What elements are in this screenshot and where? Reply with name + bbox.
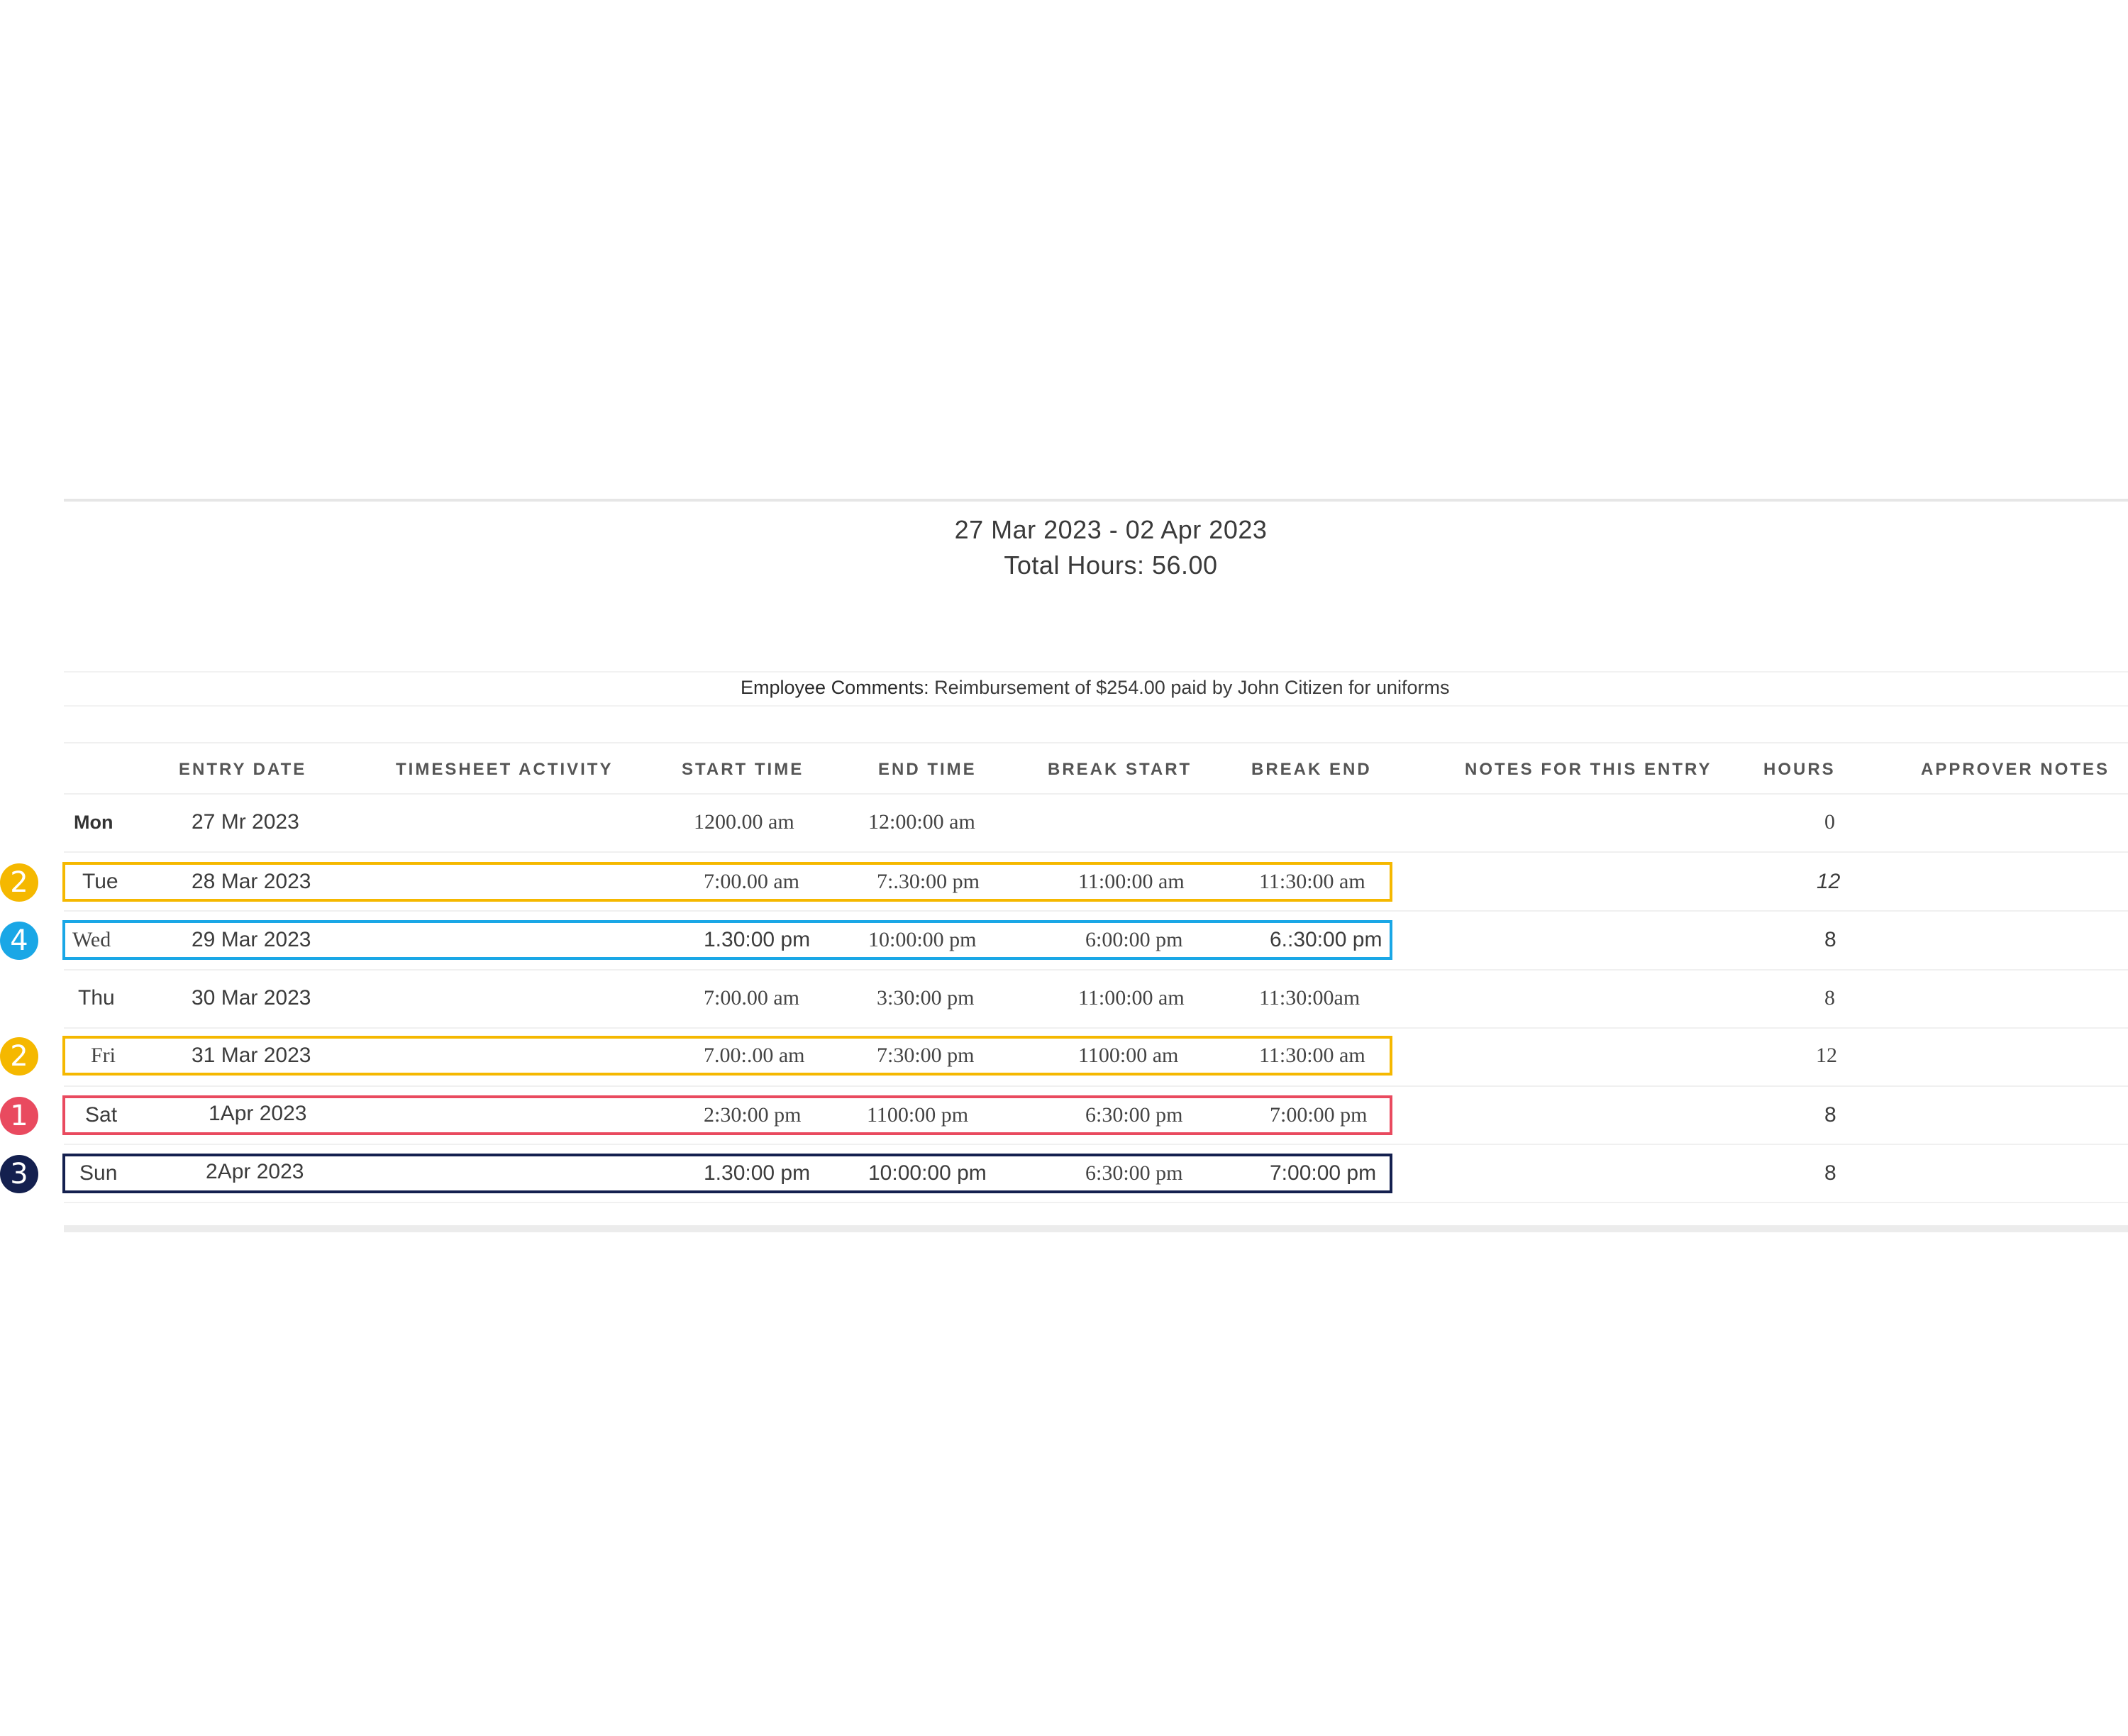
- row-end-time: 3:30:00 pm: [877, 986, 975, 1010]
- row-end-time: 12:00:00 am: [868, 810, 975, 834]
- col-break-start: BREAK START: [1048, 760, 1192, 779]
- total-hours: Total Hours: 56.00: [1004, 551, 1218, 580]
- row-date: 31 Mar 2023: [192, 1044, 311, 1067]
- row-day: Mon: [74, 812, 113, 833]
- employee-comments: [741, 677, 1450, 699]
- row-break-end: 7:00:00 pm: [1270, 1103, 1368, 1127]
- row-break-end: 7:00:00 pm: [1270, 1161, 1377, 1185]
- row-break-start: 6:30:00 pm: [1085, 1161, 1183, 1185]
- row-day: Sat: [85, 1103, 118, 1127]
- row-day: Thu: [78, 986, 115, 1010]
- row-hours: 12: [1817, 870, 1841, 893]
- row-day: Fri: [91, 1044, 116, 1067]
- row-divider: [64, 851, 2128, 853]
- row-break-end: 11:30:00 am: [1259, 1044, 1365, 1067]
- row-hours: 8: [1824, 928, 1836, 951]
- row-end-time: 10:00:00 pm: [868, 928, 977, 951]
- row-hours: 8: [1824, 986, 1835, 1010]
- row-hours: 12: [1816, 1044, 1837, 1067]
- row-date: 29 Mar 2023: [192, 928, 311, 951]
- row-end-time: 10:00:00 pm: [868, 1161, 987, 1185]
- header-divider: [64, 742, 2128, 743]
- col-timesheet-activity: TIMESHEET ACTIVITY: [396, 760, 614, 779]
- row-end-time: 7:30:00 pm: [877, 1044, 975, 1067]
- row-break-end: 11:30:00 am: [1259, 870, 1365, 893]
- row-end-time: 1100:00 pm: [867, 1103, 969, 1127]
- period-range: 27 Mar 2023 - 02 Apr 2023: [954, 515, 1268, 544]
- row-start-time: 1200.00 am: [694, 810, 794, 834]
- bottom-divider: [64, 1225, 2128, 1232]
- col-break-end: BREAK END: [1251, 760, 1372, 779]
- row-break-end: 6.:30:00 pm: [1270, 928, 1382, 951]
- row-date: 28 Mar 2023: [192, 870, 311, 893]
- row-hours: 0: [1824, 810, 1835, 834]
- row-break-start: 11:00:00 am: [1078, 870, 1185, 893]
- col-approver-notes: APPROVER NOTES: [1921, 760, 2110, 779]
- row-end-time: 7:.30:00 pm: [877, 870, 980, 893]
- row-start-time: 7.00:.00 am: [704, 1044, 805, 1067]
- row-divider: [64, 910, 2128, 912]
- row-divider: [64, 1085, 2128, 1087]
- row-day: Wed: [72, 928, 111, 951]
- annotation-badge-sat: 1: [0, 1097, 38, 1135]
- row-start-time: 2:30:00 pm: [704, 1103, 802, 1127]
- row-date: 1Apr 2023: [209, 1102, 307, 1125]
- row-divider: [64, 1202, 2128, 1203]
- comments-label: Employee Comments:: [741, 677, 929, 698]
- col-end-time: END TIME: [878, 760, 977, 779]
- row-date: 2Apr 2023: [206, 1160, 304, 1183]
- row-break-start: 6:00:00 pm: [1085, 928, 1183, 951]
- annotation-badge-tue: 2: [0, 863, 38, 902]
- row-day: Sun: [79, 1161, 118, 1185]
- row-hours: 8: [1824, 1161, 1836, 1185]
- col-hours: HOURS: [1763, 760, 1836, 779]
- row-divider: [64, 1027, 2128, 1029]
- row-break-start: 6:30:00 pm: [1085, 1103, 1183, 1127]
- row-break-start: 11:00:00 am: [1078, 986, 1185, 1010]
- row-day: Tue: [82, 870, 118, 893]
- annotation-badge-wed: 4: [0, 922, 38, 960]
- top-divider: [64, 499, 2128, 502]
- row-date: 30 Mar 2023: [192, 986, 311, 1010]
- comments-value: Reimbursement of $254.00 paid by John Citizen for uniforms: [934, 677, 1450, 698]
- row-date: 27 Mr 2023: [192, 810, 299, 834]
- row-divider: [64, 969, 2128, 971]
- row-start-time: 1.30:00 pm: [704, 1161, 811, 1185]
- row-break-end: 11:30:00am: [1259, 986, 1361, 1010]
- row-start-time: 1.30:00 pm: [704, 928, 811, 951]
- col-entry-date: ENTRY DATE: [179, 760, 307, 779]
- row-start-time: 7:00.00 am: [704, 986, 799, 1010]
- annotation-badge-sun: 3: [0, 1155, 38, 1193]
- col-notes: NOTES FOR THIS ENTRY: [1465, 760, 1712, 779]
- row-divider: [64, 793, 2128, 795]
- row-start-time: 7:00.00 am: [704, 870, 799, 893]
- col-start-time: START TIME: [682, 760, 804, 779]
- row-divider: [64, 1144, 2128, 1145]
- row-break-start: 1100:00 am: [1078, 1044, 1179, 1067]
- row-hours: 8: [1824, 1103, 1836, 1127]
- annotation-badge-fri: 2: [0, 1037, 38, 1076]
